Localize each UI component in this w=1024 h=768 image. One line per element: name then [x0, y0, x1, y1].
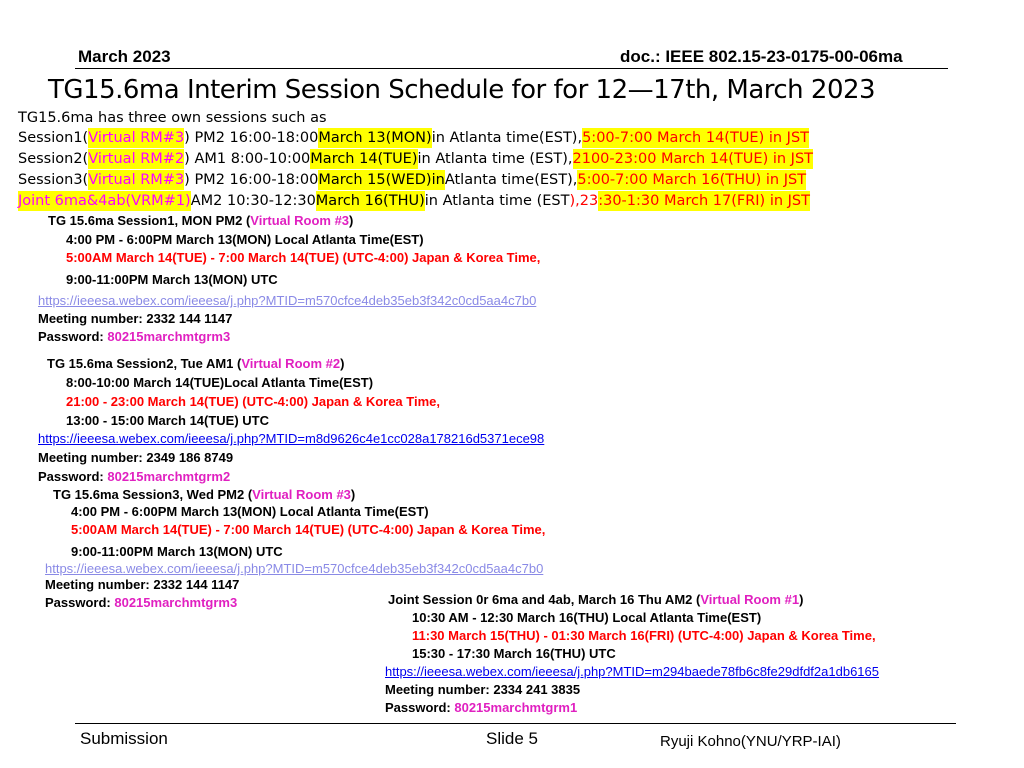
room-label: Virtual RM#3 — [88, 172, 185, 188]
session1-local-time: 4:00 PM - 6:00PM March 13(MON) Local Atlanta Time(EST) — [66, 232, 424, 247]
summary-line-3: Session3(Virtual RM#3) PM2 16:00-18:00March 15(WED)inAtlanta time(EST),5:00-7:00 March 16(THU) in JST — [18, 172, 807, 188]
session2-room: Virtual Room #2 — [241, 356, 341, 371]
session2-utc-time: 13:00 - 15:00 March 14(TUE) UTC — [66, 413, 270, 428]
summary-line-joint: Joint 6ma&4ab(VRM#1)AM2 10:30-12:30March 16(THU)in Atlanta time (EST),23:30-1:30 March 17(FRI) in JST — [18, 193, 810, 209]
summary-line-1: Session1(Virtual RM#3) PM2 16:00-18:00March 13(MON)in Atlanta time(EST),5:00-7:00 March 14(TUE) in JST — [18, 130, 810, 146]
session1-password: Password: 80215marchmtgrm3 — [38, 329, 231, 344]
footer-rule — [75, 723, 956, 724]
session1-utc-time: 9:00-11:00PM March 13(MON) UTC — [66, 272, 278, 287]
jst-highlight: 5:00-7:00 March 16(THU) in JST — [577, 172, 807, 188]
room-label: Virtual RM#3 — [88, 130, 185, 146]
session1-meeting-number: Meeting number: 2332 144 1147 — [38, 311, 233, 326]
session3-webex-link[interactable]: https://ieeesa.webex.com/ieeesa/j.php?MTID=m570cfce4deb35eb3f342c0cd5aa4c7b0 — [45, 561, 544, 576]
session2-meeting-number: Meeting number: 2349 186 8749 — [38, 450, 234, 465]
header-rule — [75, 68, 948, 69]
footer-submission: Submission — [80, 729, 168, 748]
joint-heading: Joint Session 0r 6ma and 4ab, March 16 Thu AM2 (Virtual Room #1) — [388, 592, 804, 607]
session3-local-time: 4:00 PM - 6:00PM March 13(MON) Local Atlanta Time(EST) — [71, 504, 429, 519]
session2-webex-link[interactable]: https://ieeesa.webex.com/ieeesa/j.php?MTID=m8d9626c4e1cc028a178216d5371ece98 — [38, 431, 545, 446]
session2-heading: TG 15.6ma Session2, Tue AM1 (Virtual Room #2) — [47, 356, 345, 371]
intro-text: TG15.6ma has three own sessions such as — [18, 110, 327, 126]
session3-japan-time: 5:00AM March 14(TUE) - 7:00 March 14(TUE) (UTC-4:00) Japan & Korea Time, — [71, 522, 546, 537]
jst-highlight: 5:00-7:00 March 14(TUE) in JST — [582, 130, 810, 146]
joint-utc-time: 15:30 - 17:30 March 16(THU) UTC — [412, 646, 616, 661]
session3-utc-time: 9:00-11:00PM March 13(MON) UTC — [71, 544, 283, 559]
session2-japan-time: 21:00 - 23:00 March 14(TUE) (UTC-4:00) Japan & Korea Time, — [66, 394, 440, 409]
joint-meeting-number: Meeting number: 2334 241 3835 — [385, 682, 581, 697]
session1-room: Virtual Room #3 — [250, 213, 350, 228]
date-highlight: March 15(WED)in — [318, 172, 445, 188]
session1-webex-link[interactable]: https://ieeesa.webex.com/ieeesa/j.php?MTID=m570cfce4deb35eb3f342c0cd5aa4c7b0 — [38, 293, 537, 308]
session1-japan-time: 5:00AM March 14(TUE) - 7:00 March 14(TUE) (UTC-4:00) Japan & Korea Time, — [66, 250, 541, 265]
date-highlight: March 14(TUE) — [310, 151, 418, 167]
joint-japan-time: 11:30 March 15(THU) - 01:30 March 16(FRI) (UTC-4:00) Japan & Korea Time, — [412, 628, 876, 643]
session1-heading: TG 15.6ma Session1, MON PM2 (Virtual Room #3) — [48, 213, 354, 228]
session2-local-time: 8:00-10:00 March 14(TUE)Local Atlanta Time(EST) — [66, 375, 374, 390]
joint-room: Virtual Room #1 — [700, 592, 800, 607]
footer-author: Ryuji Kohno(YNU/YRP-IAI) — [660, 733, 841, 750]
session3-meeting-number: Meeting number: 2332 144 1147 — [45, 577, 240, 592]
summary-line-2: Session2(Virtual RM#2) AM1 8:00-10:00March 14(TUE)in Atlanta time (EST),2100-23:00 March 14(TUE) in JST — [18, 151, 814, 167]
slide-title: TG15.6ma Interim Session Schedule for for 12—17th, March 2023 — [48, 75, 876, 105]
session2-password: Password: 80215marchmtgrm2 — [38, 469, 231, 484]
date-highlight: March 16(THU) — [315, 193, 425, 209]
session3-room: Virtual Room #3 — [252, 487, 351, 502]
header-doc-id: doc.: IEEE 802.15-23-0175-00-06ma — [620, 47, 903, 66]
jst-highlight: 2100-23:00 March 14(TUE) in JST — [572, 151, 814, 167]
footer-slide-number: Slide 5 — [486, 729, 538, 748]
header-date: March 2023 — [78, 47, 171, 66]
session3-password: Password: 80215marchmtgrm3 — [45, 595, 238, 610]
jst-highlight: :30-1:30 March 17(FRI) in JST — [598, 193, 810, 209]
joint-password: Password: 80215marchmtgrm1 — [385, 700, 578, 715]
joint-webex-link[interactable]: https://ieeesa.webex.com/ieeesa/j.php?MTID=m294baede78fb6c8fe29dfdf2a1db6165 — [385, 664, 879, 679]
room-label: Virtual RM#2 — [88, 151, 185, 167]
date-highlight: March 13(MON) — [318, 130, 432, 146]
session3-heading: TG 15.6ma Session3, Wed PM2 (Virtual Room #3) — [53, 487, 356, 502]
joint-room-label: Joint 6ma&4ab(VRM#1) — [18, 193, 191, 209]
joint-local-time: 10:30 AM - 12:30 March 16(THU) Local Atlanta Time(EST) — [412, 610, 762, 625]
